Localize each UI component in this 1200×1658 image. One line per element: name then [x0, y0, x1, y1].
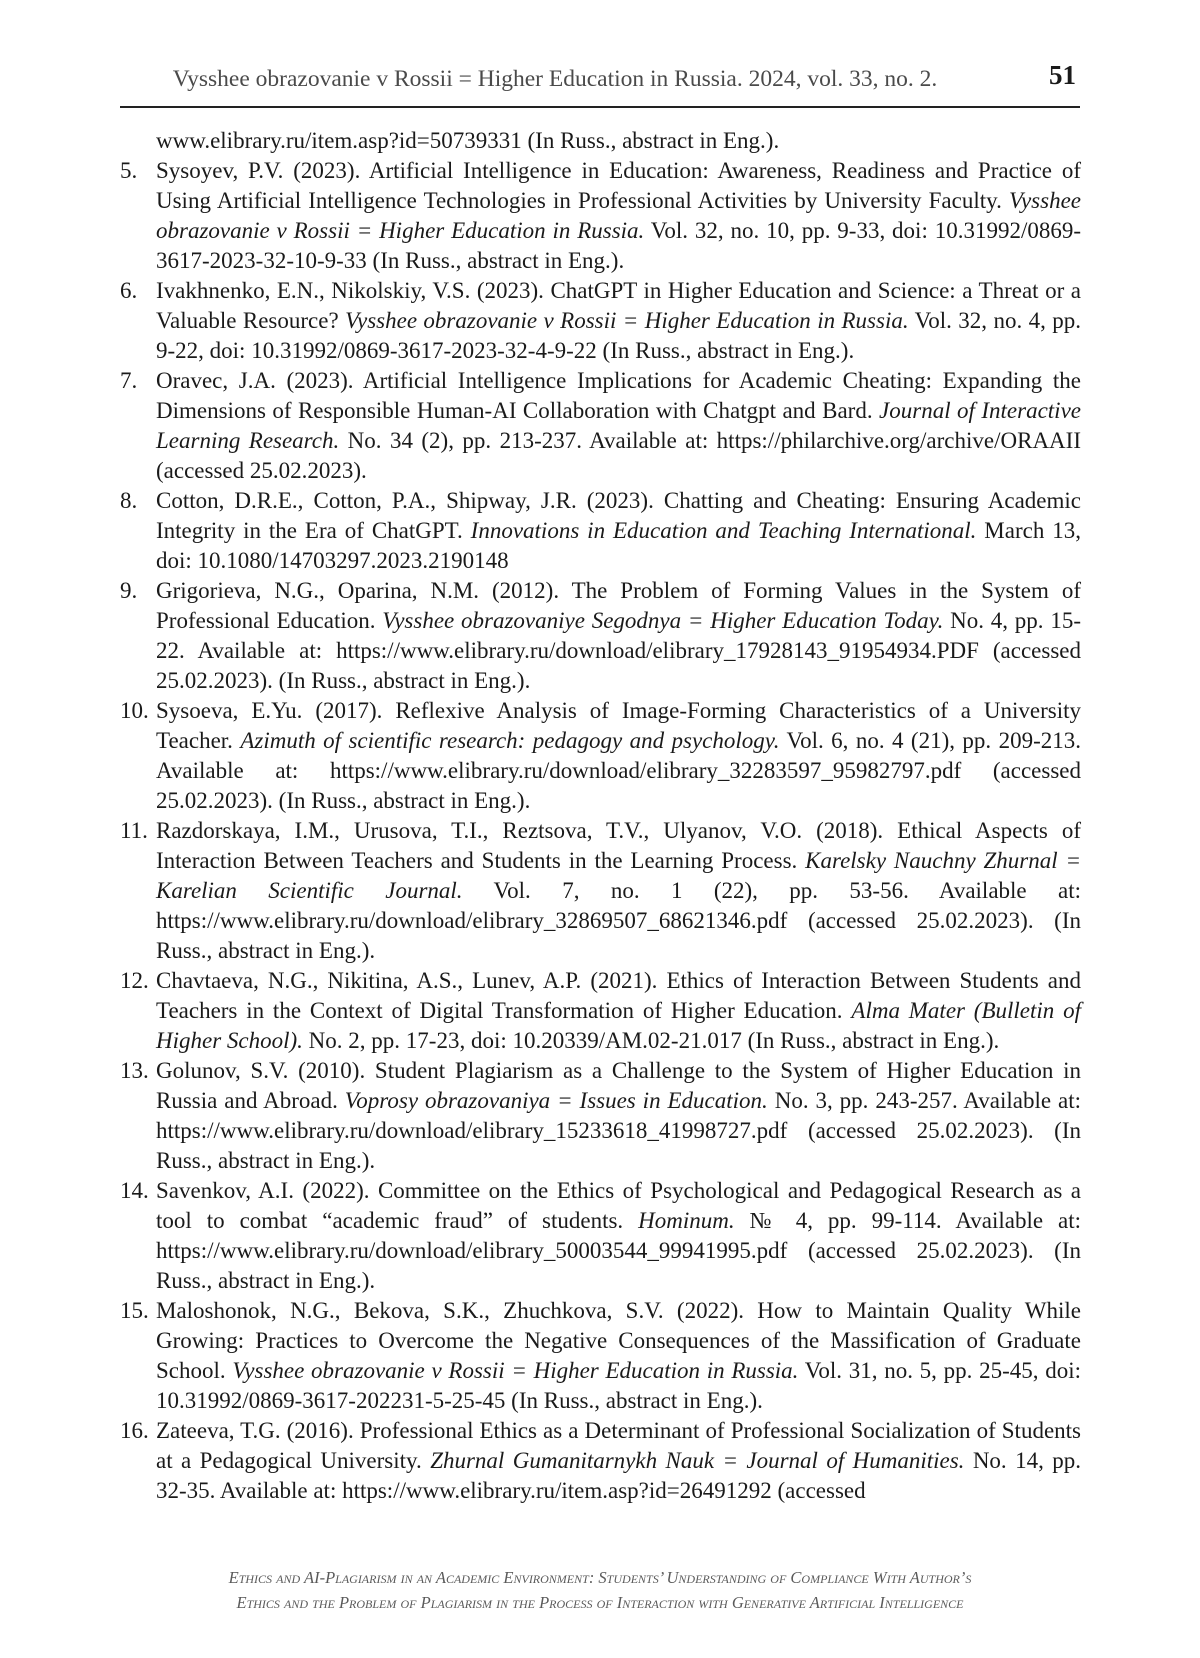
- reference-source: Zhurnal Gumanitarnykh Nauk = Journal of Humanities.: [430, 1448, 965, 1473]
- reference-source: Vysshee obrazovanie v Rossii = Higher Education in Russia.: [156, 188, 1081, 243]
- reference-details: Vol. 32, no. 10, pp. 9-33, doi: 10.31992/0869-3617-2023-32-10-9-33 (In Russ., abstract in Eng.).: [156, 218, 1081, 273]
- reference-details: No. 4, pp. 15-22. Available at: https://www.elibrary.ru/download/elibrary_17928143_91954934.PDF (accessed 25.02.2023). (In Russ., abstract in Eng.).: [156, 608, 1081, 693]
- reference-source: Journal of Interactive Learning Research.: [156, 398, 1081, 453]
- reference-item: [120, 366, 1081, 486]
- reference-number: 12.: [120, 968, 149, 993]
- reference-number: 9.: [120, 578, 138, 603]
- reference-source: Innovations in Education and Teaching International.: [470, 518, 977, 543]
- reference-text: Grigorieva, N.G., Oparina, N.M. (2012). The Problem of Forming Values in the System of Professional Education.: [156, 578, 1081, 633]
- reference-number: 10.: [120, 698, 149, 723]
- reference-source: Karelsky Nauchny Zhurnal = Karelian Scientific Journal.: [156, 848, 1081, 903]
- reference-details: No. 3, pp. 243-257. Available at: https://www.elibrary.ru/download/elibrary_15233618_41998727.pdf (accessed 25.02.2023). (In Russ., abstract in Eng.).: [156, 1088, 1081, 1173]
- reference-details: Vol. 31, no. 5, pp. 25-45, doi: 10.31992/0869-3617-202231-5-25-45 (In Russ., abstract in Eng.).: [156, 1358, 1082, 1413]
- reference-source: Vysshee obrazovanie v Rossii = Higher Education in Russia.: [345, 308, 909, 333]
- reference-details: Vol. 7, no. 1 (22), pp. 53-56. Available at: https://www.elibrary.ru/download/elibrary_32869507_68621346.pdf (accessed 25.02.2023). (In Russ., abstract in Eng.).: [156, 878, 1081, 963]
- reference-item: [120, 276, 1081, 366]
- reference-text: Ivakhnenko, E.N., Nikolskiy, V.S. (2023). ChatGPT in Higher Education and Science: a Threat or a Valuable Resource?: [156, 278, 1081, 333]
- reference-number: 8.: [120, 488, 138, 513]
- reference-item: [120, 1176, 1081, 1296]
- reference-item: [120, 816, 1081, 966]
- reference-text: Sysoyev, P.V. (2023). Artificial Intelligence in Education: Awareness, Readiness and Practice of Using Artificial Intelligence Technologies in Professional Activities by University Faculty.: [156, 158, 1081, 213]
- reference-source: Vysshee obrazovanie v Rossii = Higher Education in Russia.: [232, 1358, 799, 1383]
- reference-text: Razdorskaya, I.M., Urusova, T.I., Reztsova, T.V., Ulyanov, V.O. (2018). Ethical Aspects of Interaction Between Teachers and Students in the Learning Process.: [156, 818, 1081, 873]
- reference-source: Azimuth of scientific research: pedagogy and psychology.: [240, 728, 780, 753]
- reference-number: 7.: [120, 368, 138, 393]
- reference-text: Sysoeva, E.Yu. (2017). Reflexive Analysis of Image-Forming Characteristics of a University Teacher.: [156, 698, 1081, 753]
- reference-item: [120, 696, 1081, 816]
- reference-continuation: www.elibrary.ru/item.asp?id=50739331 (In Russ., abstract in Eng.).: [156, 128, 780, 153]
- reference-item: [120, 576, 1081, 696]
- reference-text: Maloshonok, N.G., Bekova, S.K., Zhuchkova, S.V. (2022). How to Maintain Quality While Growing: Practices to Overcome the Negative Consequences of the Massification of Graduate School.: [156, 1298, 1081, 1383]
- journal-title: Vysshee obrazovanie v Rossii = Higher Education in Russia. 2024, vol. 33, no. 2.: [172, 66, 938, 92]
- reference-text: Cotton, D.R.E., Cotton, P.A., Shipway, J.R. (2023). Chatting and Cheating: Ensuring Academic Integrity in the Era of ChatGPT.: [156, 488, 1081, 543]
- reference-text: Golunov, S.V. (2010). Student Plagiarism as a Challenge to the System of Higher Education in Russia and Abroad.: [156, 1058, 1081, 1113]
- reference-text: Chavtaeva, N.G., Nikitina, A.S., Lunev, A.P. (2021). Ethics of Interaction Between Students and Teachers in the Context of Digital Transformation of Higher Education.: [156, 968, 1081, 1023]
- reference-details: Vol. 6, no. 4 (21), pp. 209-213. Available at: https://www.elibrary.ru/download/elibrary_32283597_95982797.pdf (accessed 25.02.2023). (In Russ., abstract in Eng.).: [156, 728, 1081, 813]
- reference-item: [120, 1296, 1081, 1416]
- reference-number: 6.: [120, 278, 138, 303]
- reference-details: № 4, pp. 99-114. Available at: https://www.elibrary.ru/download/elibrary_50003544_99941995.pdf (accessed 25.02.2023). (In Russ., abstract in Eng.).: [156, 1208, 1081, 1293]
- reference-details: No. 14, pp. 32-35. Available at: https://www.elibrary.ru/item.asp?id=26491292 (accessed: [156, 1448, 1081, 1503]
- reference-text: Oravec, J.A. (2023). Artificial Intelligence Implications for Academic Cheating: Expanding the Dimensions of Responsible Human-AI Collaboration with Chatgpt and Bard.: [156, 368, 1081, 423]
- reference-details: Vol. 32, no. 4, pp. 9-22, doi: 10.31992/0869-3617-2023-32-4-9-22 (In Russ., abstract in Eng.).: [156, 308, 1081, 363]
- reference-item: [120, 1056, 1081, 1176]
- reference-item: [120, 156, 1081, 276]
- reference-list: [120, 126, 1081, 1506]
- reference-details: No. 34 (2), pp. 213-237. Available at: https://philarchive.org/archive/ORAAII (accessed 25.02.2023).: [156, 428, 1081, 483]
- reference-details: March 13, doi: 10.1080/14703297.2023.2190148: [156, 518, 1081, 573]
- reference-number: 14.: [120, 1178, 149, 1203]
- footer-line-1: Ethics and AI-Plagiarism in an Academic Environment: Students’ Understanding of Compliance With Author’s: [228, 1568, 972, 1587]
- reference-source: Hominum.: [638, 1208, 735, 1233]
- page-number: 51: [1049, 60, 1076, 90]
- reference-details: No. 2, pp. 17-23, doi: 10.20339/AM.02-21.017 (In Russ., abstract in Eng.).: [302, 1028, 1000, 1053]
- reference-item: [120, 1416, 1081, 1506]
- reference-number: 5.: [120, 158, 138, 183]
- footer-line-2: Ethics and the Problem of Plagiarism in the Process of Interaction with Generative Artificial Intelligence: [236, 1593, 964, 1612]
- reference-text: Savenkov, A.I. (2022). Committee on the Ethics of Psychological and Pedagogical Research as a tool to combat “academic fraud” of students.: [156, 1178, 1081, 1233]
- reference-source: Voprosy obrazovaniya = Issues in Education.: [344, 1088, 768, 1113]
- reference-item: [120, 486, 1081, 576]
- reference-source: Vysshee obrazovaniye Segodnya = Higher Education Today.: [382, 608, 944, 633]
- running-header: [120, 62, 1080, 108]
- reference-number: 15.: [120, 1298, 149, 1323]
- reference-number: 13.: [120, 1058, 149, 1083]
- reference-text: Zateeva, T.G. (2016). Professional Ethics as a Determinant of Professional Socialization of Students at a Pedagogical University.: [156, 1418, 1081, 1473]
- reference-source: Alma Mater (Bulletin of Higher School).: [156, 998, 1081, 1053]
- running-footer: [100, 1565, 1100, 1615]
- reference-number: 16.: [120, 1418, 149, 1443]
- reference-number: 11.: [120, 818, 148, 843]
- reference-item: [120, 966, 1081, 1056]
